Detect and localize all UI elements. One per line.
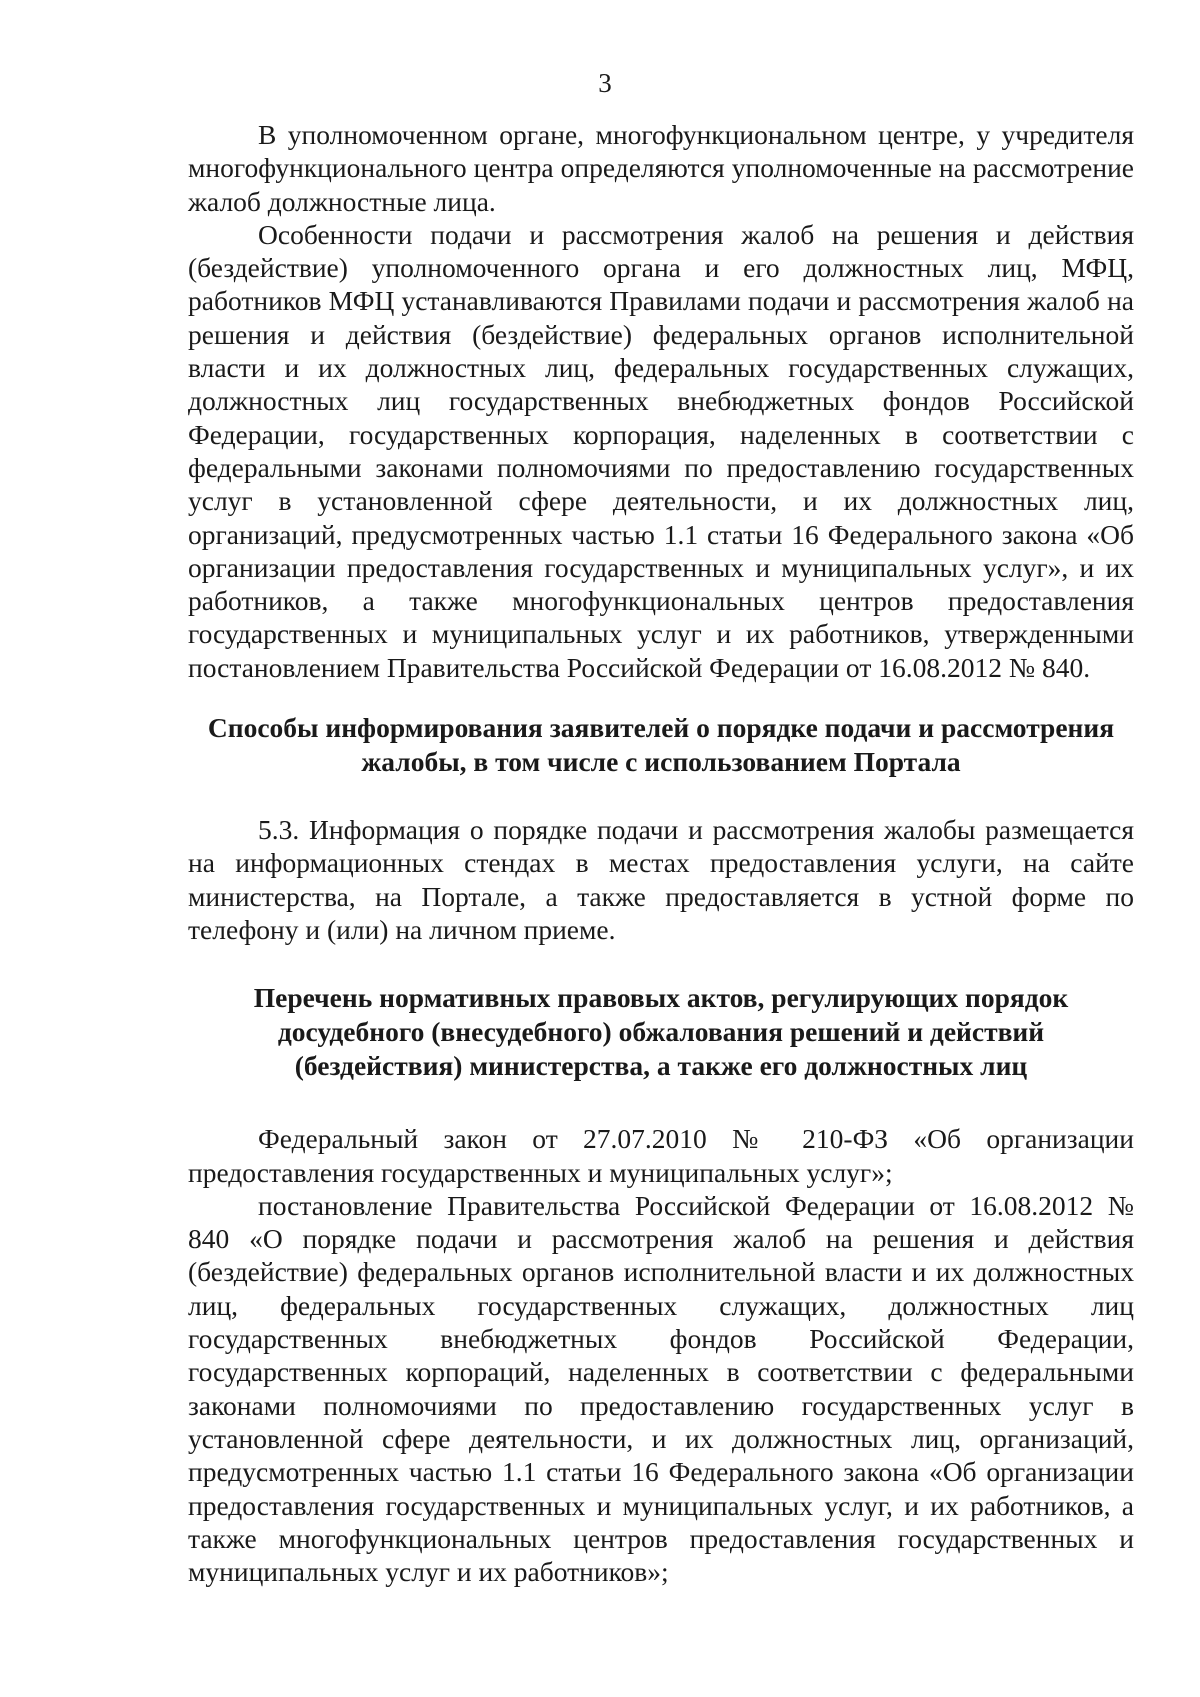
- heading-line: жалобы, в том числе с использованием Портала: [361, 746, 961, 778]
- paragraph-complaint-rules: Особенности подачи и рассмотрения жалоб на решения и действия (бездействие) уполномоченного органа и его должностных лиц, МФЦ, работников МФЦ устанавливаются Правилами подачи и рассмотрения жалоб на решения и действия (бездействие) федеральных органов исполнительной власти и их должностных лиц, федеральных государственных служащих, должностных лиц государственных внебюджетных фондов Российской Федерации, государственных корпорация, наделенных в соответствии с федеральными законами полномочиями по предоставлению государственных услуг в установленной сфере деятельности, и их должностных лиц, организаций, предусмотренных частью 1.1 статьи 16 Федерального закона «Об организации предоставления государственных и муниципальных услуг», и их работников, а также многофункциональных центров предоставления государственных и муниципальных услуг и их работников, утвержденными постановлением Правительства Российской Федерации от 16.08.2012 № 840.: [188, 218, 1134, 683]
- paragraph-government-resolution: постановление Правительства Российской Федерации от 16.08.2012 № 840 «О порядке подачи и рассмотрения жалоб на решения и действия (бездействие) федеральных органов исполнительной власти и их должностных лиц, федеральных государственных служащих, должностных лиц государственных внебюджетных фондов Российской Федерации, государственных корпораций, наделенных в соответствии с федеральными законами полномочиями по предоставлению государственных услуг в установленной сфере деятельности, и их должностных лиц, организаций, предусмотренных частью 1.1 статьи 16 Федерального закона «Об организации предоставления государственных и муниципальных услуг, и их работников, а также многофункциональных центров предоставления государственных и муниципальных услуг и их работников»;: [188, 1189, 1134, 1588]
- paragraph-authorized-officials: В уполномоченном органе, многофункциональном центре, у учредителя многофункционального центра определяются уполномоченные на рассмотрение жалоб должностные лица.: [188, 119, 1134, 217]
- heading-line: (бездействия) министерства, а также его должностных лиц: [294, 1050, 1028, 1082]
- heading-line: досудебного (внесудебного) обжалования решений и действий: [277, 1016, 1045, 1048]
- paragraph-5-3: 5.3. Информация о порядке подачи и рассмотрения жалобы размещается на информационных стендах в местах предоставления услуги, на сайте министерства, на Портале, а также предоставляется в устной форме по телефону и (или) на личном приеме.: [188, 814, 1134, 945]
- heading-line: Перечень нормативных правовых актов, регулирующих порядок: [253, 982, 1069, 1014]
- heading-line: Способы информирования заявителей о порядке подачи и рассмотрения: [207, 712, 1115, 744]
- document-body: [188, 118, 1134, 1588]
- page-number: 3: [598, 68, 612, 98]
- heading-informing-methods: [188, 711, 1134, 779]
- paragraph-federal-law: Федеральный закон от 27.07.2010 № 210-ФЗ «Об организации предоставления государственных и муниципальных услуг»;: [188, 1123, 1134, 1188]
- heading-legal-acts: [188, 981, 1134, 1083]
